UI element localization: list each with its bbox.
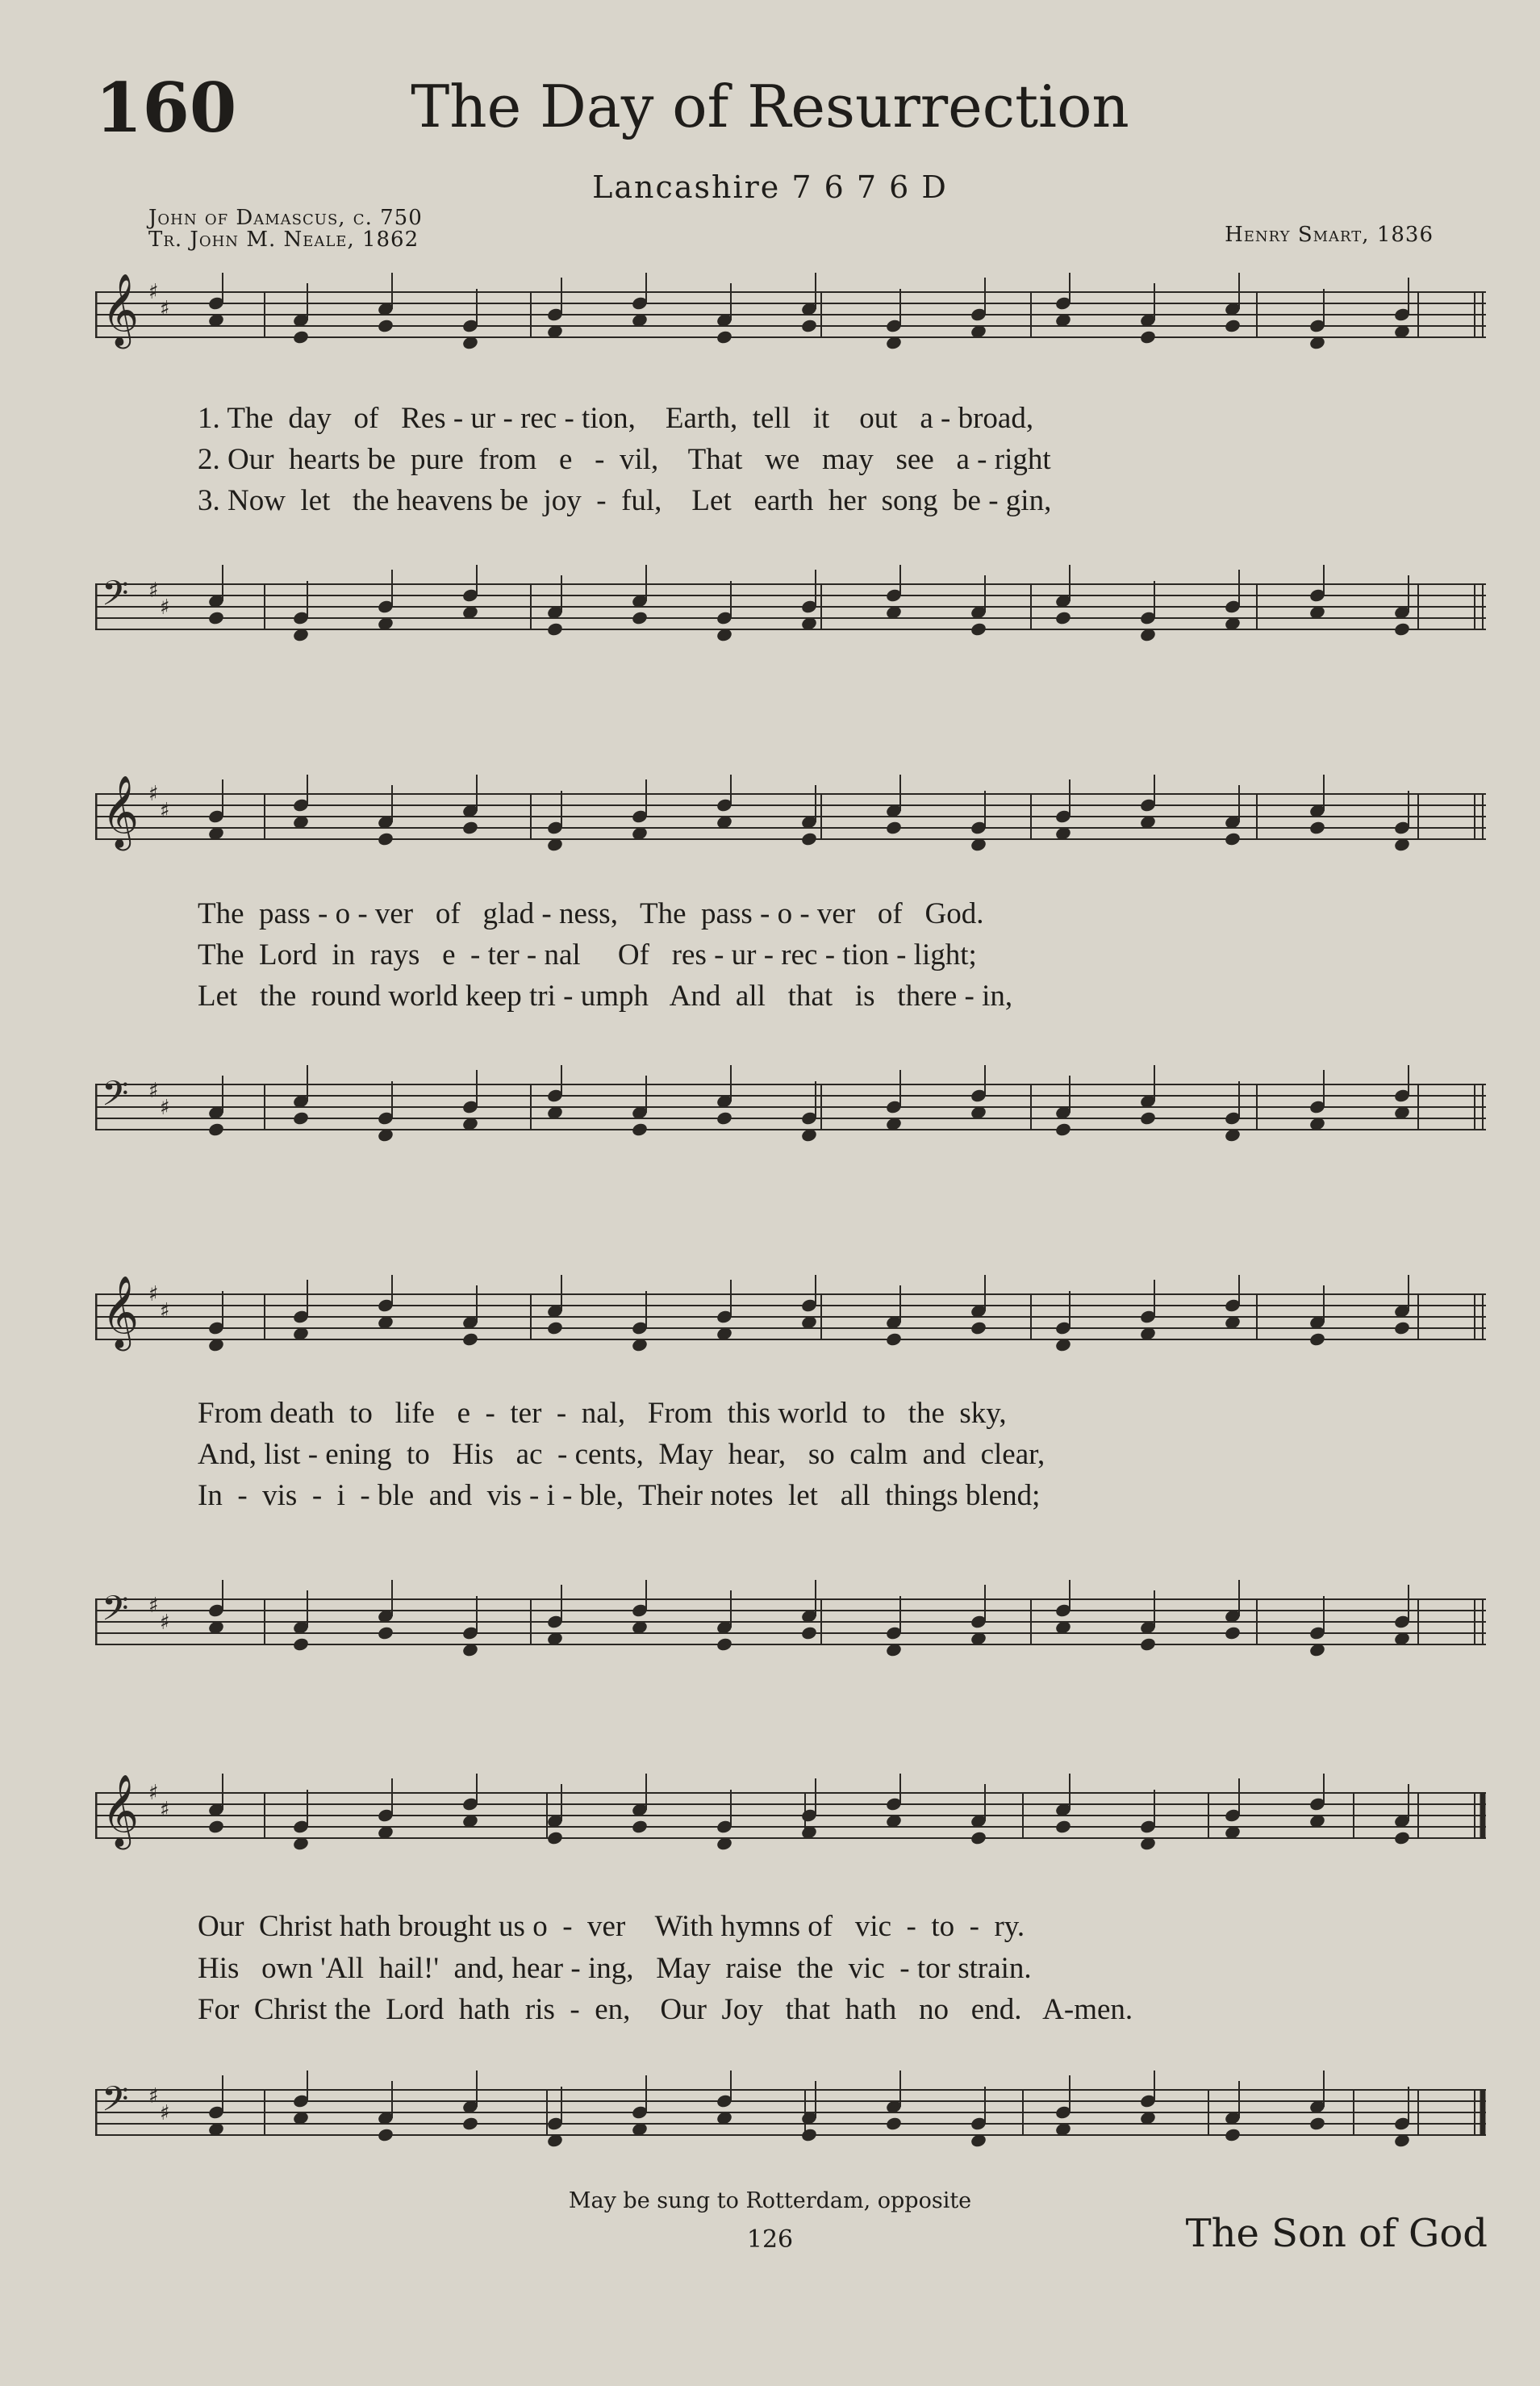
lyric-line: And, list - ening to His ac - cents, May hear, so calm and clear, — [198, 1438, 1045, 1471]
bass-staff-2 — [95, 1065, 1486, 1162]
treble-staff-3 — [95, 1275, 1486, 1372]
lyric-line: In - vis - i - ble and vis - i - ble, Their notes let all things blend; — [198, 1479, 1041, 1512]
lyric-line: Let the round world keep tri - umph And all that is there - in, — [198, 980, 1013, 1013]
bass-staff-1 — [95, 565, 1486, 662]
treble-clef-icon: 𝄞 — [102, 775, 140, 848]
svg-text:♯: ♯ — [160, 799, 170, 823]
svg-text:♯: ♯ — [148, 2084, 159, 2108]
translator-credit: Tr. John M. Neale, 1862 — [148, 228, 419, 252]
svg-text:♯: ♯ — [148, 782, 159, 806]
svg-text:♯: ♯ — [148, 280, 159, 304]
lyric-line: From death to life e - ter - nal, From this world to the sky, — [198, 1397, 1007, 1430]
lyric-line: 3. Now let the heavens be joy - ful, Let earth her song be - gin, — [198, 484, 1052, 517]
footnote: May be sung to Rotterdam, opposite — [568, 2188, 972, 2213]
tune-name: Lancashire 7 6 7 6 D — [592, 169, 948, 205]
lyric-line: Our Christ hath brought us o - ver With hymns of vic - to - ry. — [198, 1910, 1025, 1943]
lyric-line: The Lord in rays e - ter - nal Of res - ur - rec - tion - light; — [198, 938, 977, 972]
author-credit: John of Damascus, c. 750 — [148, 206, 423, 230]
svg-text:♯: ♯ — [160, 1611, 170, 1635]
bass-staff-4 — [95, 2071, 1486, 2167]
svg-text:♯: ♯ — [160, 1798, 170, 1822]
composer-credit: Henry Smart, 1836 — [1225, 223, 1434, 247]
section-name: The Son of God — [1185, 2211, 1488, 2256]
lyric-line: For Christ the Lord hath ris - en, Our Joy that hath no end. A-men. — [198, 1993, 1133, 2026]
svg-text:♯: ♯ — [148, 1594, 159, 1618]
bass-clef-icon: 𝄢 — [102, 574, 129, 622]
svg-text:♯: ♯ — [148, 1781, 159, 1805]
bass-clef-icon: 𝄢 — [102, 1589, 129, 1637]
svg-text:♯: ♯ — [160, 595, 170, 620]
svg-text:♯: ♯ — [160, 297, 170, 321]
treble-staff-2 — [95, 775, 1486, 871]
lyric-line: 2. Our hearts be pure from e - vil, That we may see a - right — [198, 443, 1051, 476]
lyric-line: The pass - o - ver of glad - ness, The pass - o - ver of God. — [198, 897, 984, 930]
treble-staff-4 — [95, 1774, 1486, 1870]
svg-text:♯: ♯ — [160, 1299, 170, 1323]
treble-clef-icon: 𝄞 — [102, 1276, 140, 1348]
page-number: 126 — [746, 2225, 794, 2254]
treble-clef-icon: 𝄞 — [102, 1774, 140, 1847]
svg-text:♯: ♯ — [148, 1079, 159, 1103]
svg-text:♯: ♯ — [148, 579, 159, 603]
bass-staff-3 — [95, 1580, 1486, 1677]
svg-text:♯: ♯ — [148, 1282, 159, 1306]
svg-text:♯: ♯ — [160, 1096, 170, 1120]
hymn-number: 160 — [95, 68, 237, 148]
hymn-title: The Day of Resurrection — [411, 73, 1129, 140]
treble-clef-icon: 𝄞 — [102, 274, 140, 346]
svg-text:♯: ♯ — [160, 2101, 170, 2125]
bass-clef-icon: 𝄢 — [102, 1074, 129, 1122]
bass-clef-icon: 𝄢 — [102, 2079, 129, 2128]
lyric-line: His own 'All hail!' and, hear - ing, May raise the vic - tor strain. — [198, 1952, 1032, 1985]
treble-staff-1 — [95, 273, 1486, 370]
lyric-line: 1. The day of Res - ur - rec - tion, Earth, tell it out a - broad, — [198, 402, 1034, 435]
